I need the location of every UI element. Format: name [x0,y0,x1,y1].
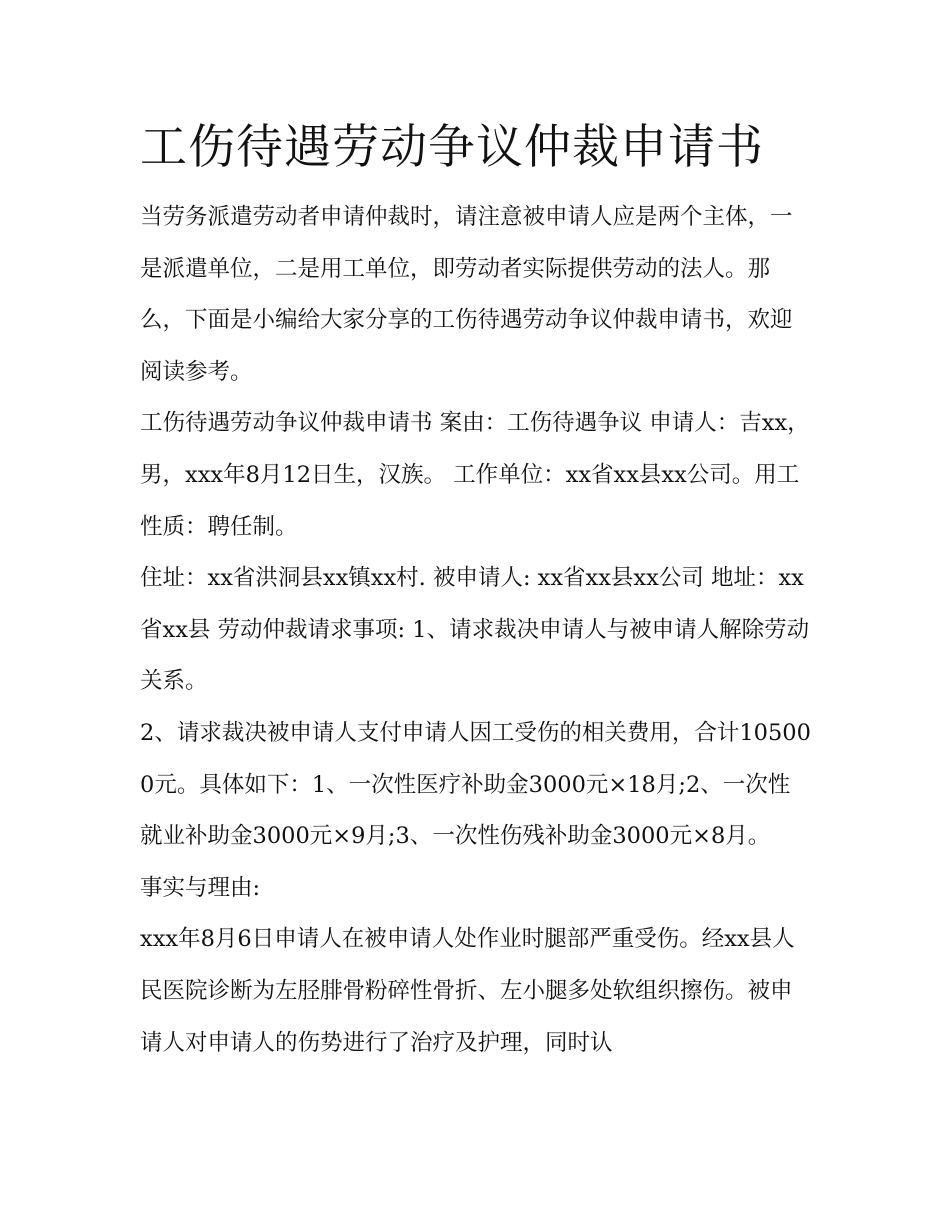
document-page [140,112,812,1069]
paragraph-intro: 当劳务派遣劳动者申请仲裁时，请注意被申请人应是两个主体，一是派遣单位，二是用工单位，即劳动者实际提供劳动的法人。那么，下面是小编给大家分享的工伤待遇劳动争议仲裁申请书，欢迎阅读参考。 [140,204,793,385]
paragraph-applicant: 工伤待遇劳动争议仲裁申请书 案由：工伤待遇争议 申请人：吉xx，男，xxx年8月12日生，汉族。 工作单位：xx省xx县xx公司。用工性质：聘任制。 [140,410,810,540]
paragraph-facts-heading: 事实与理由: [140,874,261,901]
document-title: 工伤待遇劳动争议仲裁申请书 [140,120,764,175]
paragraph-address-claims: 住址：xx省洪洞县xx镇xx村. 被申请人: xx省xx县xx公司 地址：xx省xx县 劳动仲裁请求事项: 1、请求裁决申请人与被申请人解除劳动关系。 [140,565,810,695]
paragraph-facts: xxx年8月6日申请人在被申请人处作业时腿部严重受伤。经xx县人民医院诊断为左胫腓骨粉碎性骨折、左小腿多处软组织擦伤。被申请人对申请人的伤势进行了治疗及护理，同时认 [140,926,795,1056]
paragraph-compensation: 2、请求裁决被申请人支付申请人因工受伤的相关费用，合计105000元。具体如下：1、一次性医疗补助金3000元×18月;2、一次性就业补助金3000元×9月;3、一次性伤残补助金3000元×8月。 [140,719,811,850]
